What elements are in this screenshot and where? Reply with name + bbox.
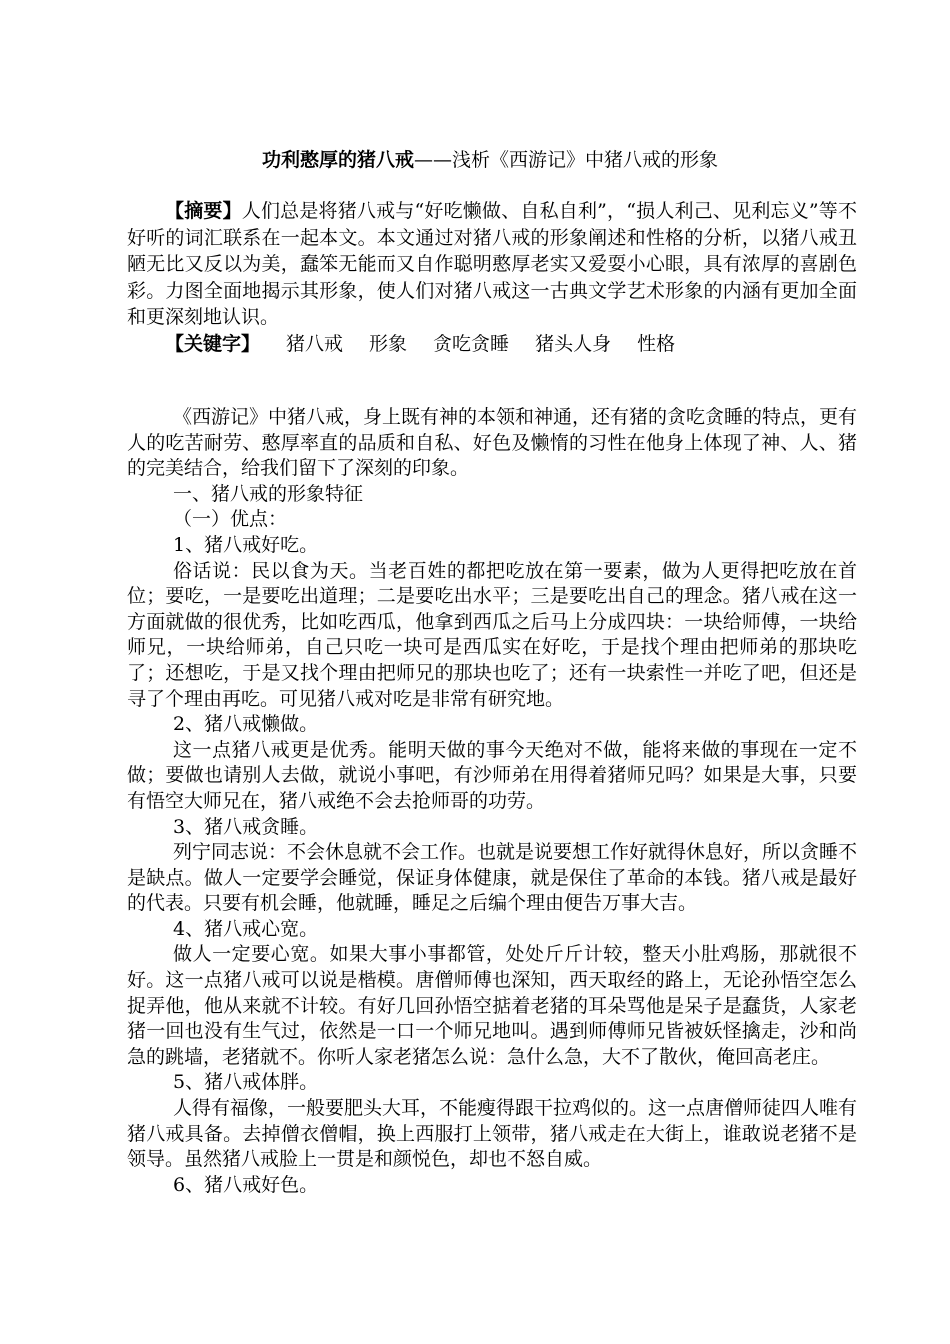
keyword: 性格 xyxy=(637,332,676,355)
item-heading: 1、猪八戒好吃。 xyxy=(173,533,319,556)
keyword: 形象 xyxy=(369,332,408,355)
abstract-paragraph xyxy=(127,198,857,331)
keywords-line xyxy=(127,331,857,358)
body-paragraph: 俗话说：民以食为天。当老百姓的都把吃放在第一要素，做为人更得把吃放在首位；要吃，一是要吃出道理；二是要吃出水平；三是要吃出自己的理念。猪八戒在这一方面就做的很优秀，比如吃西瓜，他拿到西瓜之后马上分成四块：一块给师傅，一块给师兄，一块给师弟，自己只吃一块可是西瓜实在好吃，于是找个理由把师弟的那块吃了；还想吃，于是又找个理由把师兄的那块也吃了；还有一块索性一并吃了吧，但还是寻了个理由再吃。可见猪八戒对吃是非常有研究地。 xyxy=(127,559,857,710)
abstract-text: 人们总是将猪八戒与“好吃懒做、自私自利”，“损人利己、见利忘义”等不好听的词汇联系在一起本文。本文通过对猪八戒的形象阐述和性格的分析，以猪八戒丑陋无比又反以为美，蠢笨无能而又自作聪明憨厚老实又爱耍小心眼，具有浓厚的喜剧色彩。力图全面地揭示其形象，使人们对猪八戒这一古典文学艺术形象的内涵有更加全面和更深刻地认识。 xyxy=(127,200,857,328)
keyword: 猪头人身 xyxy=(535,332,612,355)
item-heading: 5、猪八戒体胖。 xyxy=(173,1071,319,1094)
item-heading: 2、猪八戒懒做。 xyxy=(173,713,319,736)
item-heading: 3、猪八戒贪睡。 xyxy=(173,815,319,838)
title-subtitle-part: ——浅析《西游记》中猪八戒的形象 xyxy=(414,149,719,171)
subsection-heading: （一）优点： xyxy=(173,508,288,531)
body-paragraph: 列宁同志说：不会休息就不会工作。也就是说要想工作好就得休息好，所以贪睡不是缺点。做人一定要学会睡觉，保证身体健康，就是保住了革命的本钱。猪八戒是最好的代表。只要有机会睡，他就睡，睡足之后编个理由便告万事大吉。 xyxy=(127,841,858,915)
keyword: 贪吃贪睡 xyxy=(433,332,510,355)
document-title xyxy=(130,146,850,174)
body-paragraph: 做人一定要心宽。如果大事小事都管，处处斤斤计较，整天小肚鸡肠，那就很不好。这一点猪八戒可以说是楷模。唐僧师傅也深知，西天取经的路上，无论孙悟空怎么捉弄他，他从来就不计较。有好几回孙悟空掂着老猪的耳朵骂他是呆子是蠢货，人家老猪一回也没有生气过，依然是一口一个师兄地叫。遇到师傅师兄皆被妖怪擒走，沙和尚急的跳墙，老猪就不。你听人家老猪怎么说：急什么急，大不了散伙，俺回高老庄。 xyxy=(127,943,857,1068)
abstract-section xyxy=(127,198,857,331)
body-paragraph: 这一点猪八戒更是优秀。能明天做的事今天绝对不做，能将来做的事现在一定不做；要做也请别人去做，就说小事吧，有沙师弟在用得着猪师兄吗？如果是大事，只要有悟空大师兄在，猪八戒绝不会去抢师哥的功劳。 xyxy=(127,738,857,812)
document-body xyxy=(127,405,857,1198)
title-bold-part: 功利憨厚的猪八戒 xyxy=(261,149,414,171)
abstract-label: 【摘要】 xyxy=(165,200,242,222)
body-paragraph: 《西游记》中猪八戒，身上既有神的本领和神通，还有猪的贪吃贪睡的特点，更有人的吃苦耐劳、憨厚率直的品质和自私、好色及懒惰的习性在他身上体现了神、人、猪的完美结合，给我们留下了深刻的印象。 xyxy=(127,406,858,480)
keywords-label: 【关键字】 xyxy=(165,332,261,355)
item-heading: 6、猪八戒好色。 xyxy=(173,1173,319,1196)
keyword: 猪八戒 xyxy=(286,332,344,355)
body-paragraph: 人得有福像，一般要肥头大耳，不能瘦得跟干拉鸡似的。这一点唐僧师徒四人唯有猪八戒具备。去掉僧衣僧帽，换上西服打上领带，猪八戒走在大街上，谁敢说老猪不是领导。虽然猪八戒脸上一贯是和颜悦色，却也不怒自威。 xyxy=(127,1097,858,1171)
item-heading: 4、猪八戒心宽。 xyxy=(173,917,319,940)
document-content xyxy=(127,198,857,1198)
section-heading: 一、猪八戒的形象特征 xyxy=(173,482,364,505)
